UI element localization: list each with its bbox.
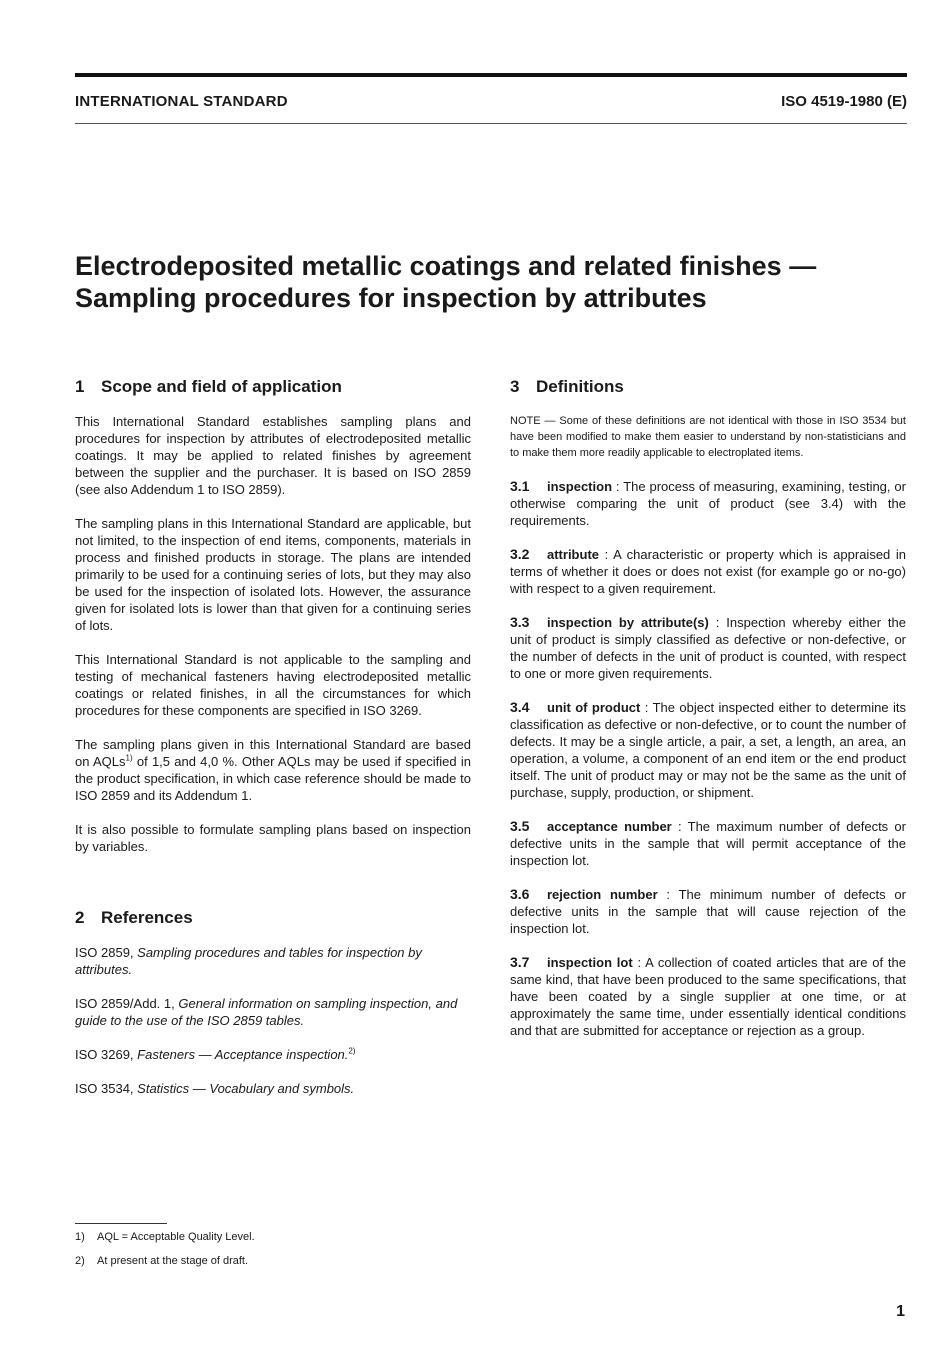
definition-number: 3.6 [510,886,530,902]
definition-term: acceptance number [547,819,672,834]
title-line-2: Sampling procedures for inspection by attributes [75,283,707,313]
definition-item [510,614,906,682]
footnote-text: At present at the stage of draft. [97,1255,249,1267]
definition-separator: : [657,887,679,902]
paragraph-4-text-a: The sampling plans given in this International Standard are based on AQLs [75,737,471,769]
definition-item [510,818,906,869]
header-underline [75,123,907,124]
footnote-number: 2) [75,1255,85,1267]
paragraph-4-text-b: of 1,5 and 4,0 %. Other AQLs may be used if specified in the product specification, in which case reference should be made to ISO 2859 and its Addendum 1. [75,754,471,803]
standard-number: ISO 4519-1980 (E) [781,93,907,110]
definition-number: 3.5 [510,818,530,834]
definition-item [510,886,906,937]
title-line-1: Electrodeposited metallic coatings and related finishes — [75,251,817,281]
reference-code: ISO 2859, [75,945,138,960]
definition-term: attribute [547,547,599,562]
definition-item [510,546,906,597]
reference-code: ISO 3269, [75,1047,138,1062]
definition-separator: : [599,547,614,562]
definition-item [510,478,906,529]
right-column [510,376,906,1056]
definition-item [510,954,906,1039]
reference-title: Sampling procedures and tables for inspection by attributes. [75,945,422,977]
section-2-title: References [101,908,193,927]
definition-text: The maximum number of defects or defective units in the sample that will permit acceptance of the inspection lot. [510,819,906,868]
footnote-text: AQL = Acceptable Quality Level. [97,1231,255,1243]
section-1-title: Scope and field of application [101,377,342,396]
section-1-paragraph-2: The sampling plans in this International Standard are applicable, but not limited, to the inspection of end items, components, materials in process and finished products in storage. The plans are intended primarily to be used for a continuing series of lots, but they may also be used for the inspection of isolated lots. However, the assurance given for isolated lots is lower than that given for a continuing series of lots. [75,516,471,633]
reference-title: Statistics — Vocabulary and symbols. [137,1081,355,1096]
reference-code: ISO 3534, [75,1081,138,1096]
footnote-number: 1) [75,1231,85,1243]
definition-text: The minimum number of defects or defective units in the sample that will cause rejection of the inspection lot. [510,887,906,936]
definition-text: The object inspected either to determine its classification as defective or non-defective, or to count the number of defects. It may be a single article, a pair, a set, a length, an area, an operation, a volume, a component of an end item or the end product itself. The unit of product may or may not be the same as the unit of purchase, supply, production, or shipment. [510,700,906,800]
section-1-paragraph-1: This International Standard establishes sampling plans and procedures for inspection by attributes of electrodeposited metallic coatings. It may be applied to related finishes by agreement between the supplier and the purchaser. It is based on ISO 2859 (see also Addendum 1 to ISO 2859). [75,414,471,497]
footnote-ref-1: 1) [125,753,133,763]
definition-term: rejection number [547,887,658,902]
definition-separator: : [671,819,688,834]
definition-term: inspection lot [547,955,633,970]
footnote-1 [75,1230,255,1244]
section-1-heading [75,376,471,398]
reference-item [75,944,471,978]
definition-item [510,699,906,801]
definition-text: The process of measuring, examining, testing, or otherwise comparing the unit of product (see 3.4) with the requirements. [510,479,906,528]
standard-type-label: INTERNATIONAL STANDARD [75,93,288,110]
section-2-heading [75,907,471,929]
definition-number: 3.3 [510,614,530,630]
left-column [75,376,471,1114]
section-1-paragraph-3: This International Standard is not applicable to the sampling and testing of mechanical fasteners having electrodeposited metallic coatings or related finishes, in all the circumstances for which procedures for these components are specified in ISO 3269. [75,652,471,718]
reference-code: ISO 2859/Add. 1, [75,996,179,1011]
definition-number: 3.2 [510,546,530,562]
footnote-rule [75,1223,167,1224]
section-3-title: Definitions [536,377,624,396]
header-rule [75,73,907,77]
section-2-number: 2 [75,908,85,927]
definition-number: 3.7 [510,954,530,970]
footnote-ref-2: 2) [348,1046,356,1056]
definitions-note: NOTE — Some of these definitions are not identical with those in ISO 3534 but have been modified to make them easier to understand by non-statisticians and to make them more readily applicable to electroplated items. [510,415,906,459]
definition-term: inspection [547,479,613,494]
section-3-heading [510,376,906,398]
section-1-paragraph-5: It is also possible to formulate sampling plans based on inspection by variables. [75,822,471,854]
definition-number: 3.1 [510,478,530,494]
footnote-2 [75,1254,248,1268]
reference-item [75,1080,471,1097]
reference-title: Fasteners — Acceptance inspection. [137,1047,349,1062]
definition-number: 3.4 [510,699,530,715]
definition-text: Inspection whereby either the unit of product is simply classified as defective or non-defective, or the number of defects in the unit of product is counted, with respect to one or more given requirements. [510,615,906,681]
definition-separator: : [632,955,646,970]
definition-text: A characteristic or property which is appraised in terms of whether it does or does not exist (for example go or no-go) with respect to a given requirement. [510,547,907,596]
definition-term: inspection by attribute(s) [547,615,709,630]
section-1-number: 1 [75,377,85,396]
definition-text: A collection of coated articles that are of the same kind, that have been produced to the same specifications, that have been coated by a single supplier at one time, or at approximately the same time, under essentially identical conditions and that are submitted for acceptance or rejection as a group. [510,955,906,1038]
section-3-number: 3 [510,377,520,396]
reference-title: General information on sampling inspection, and guide to the use of the ISO 2859 tables. [75,996,458,1028]
definition-term: unit of product [547,700,641,715]
reference-item [75,995,471,1029]
definition-separator: : [612,479,624,494]
page-number: 1 [896,1303,905,1320]
document-title [75,250,915,314]
definition-separator: : [640,700,653,715]
definition-separator: : [708,615,727,630]
reference-item [75,1046,471,1063]
section-1-paragraph-4 [75,736,471,804]
